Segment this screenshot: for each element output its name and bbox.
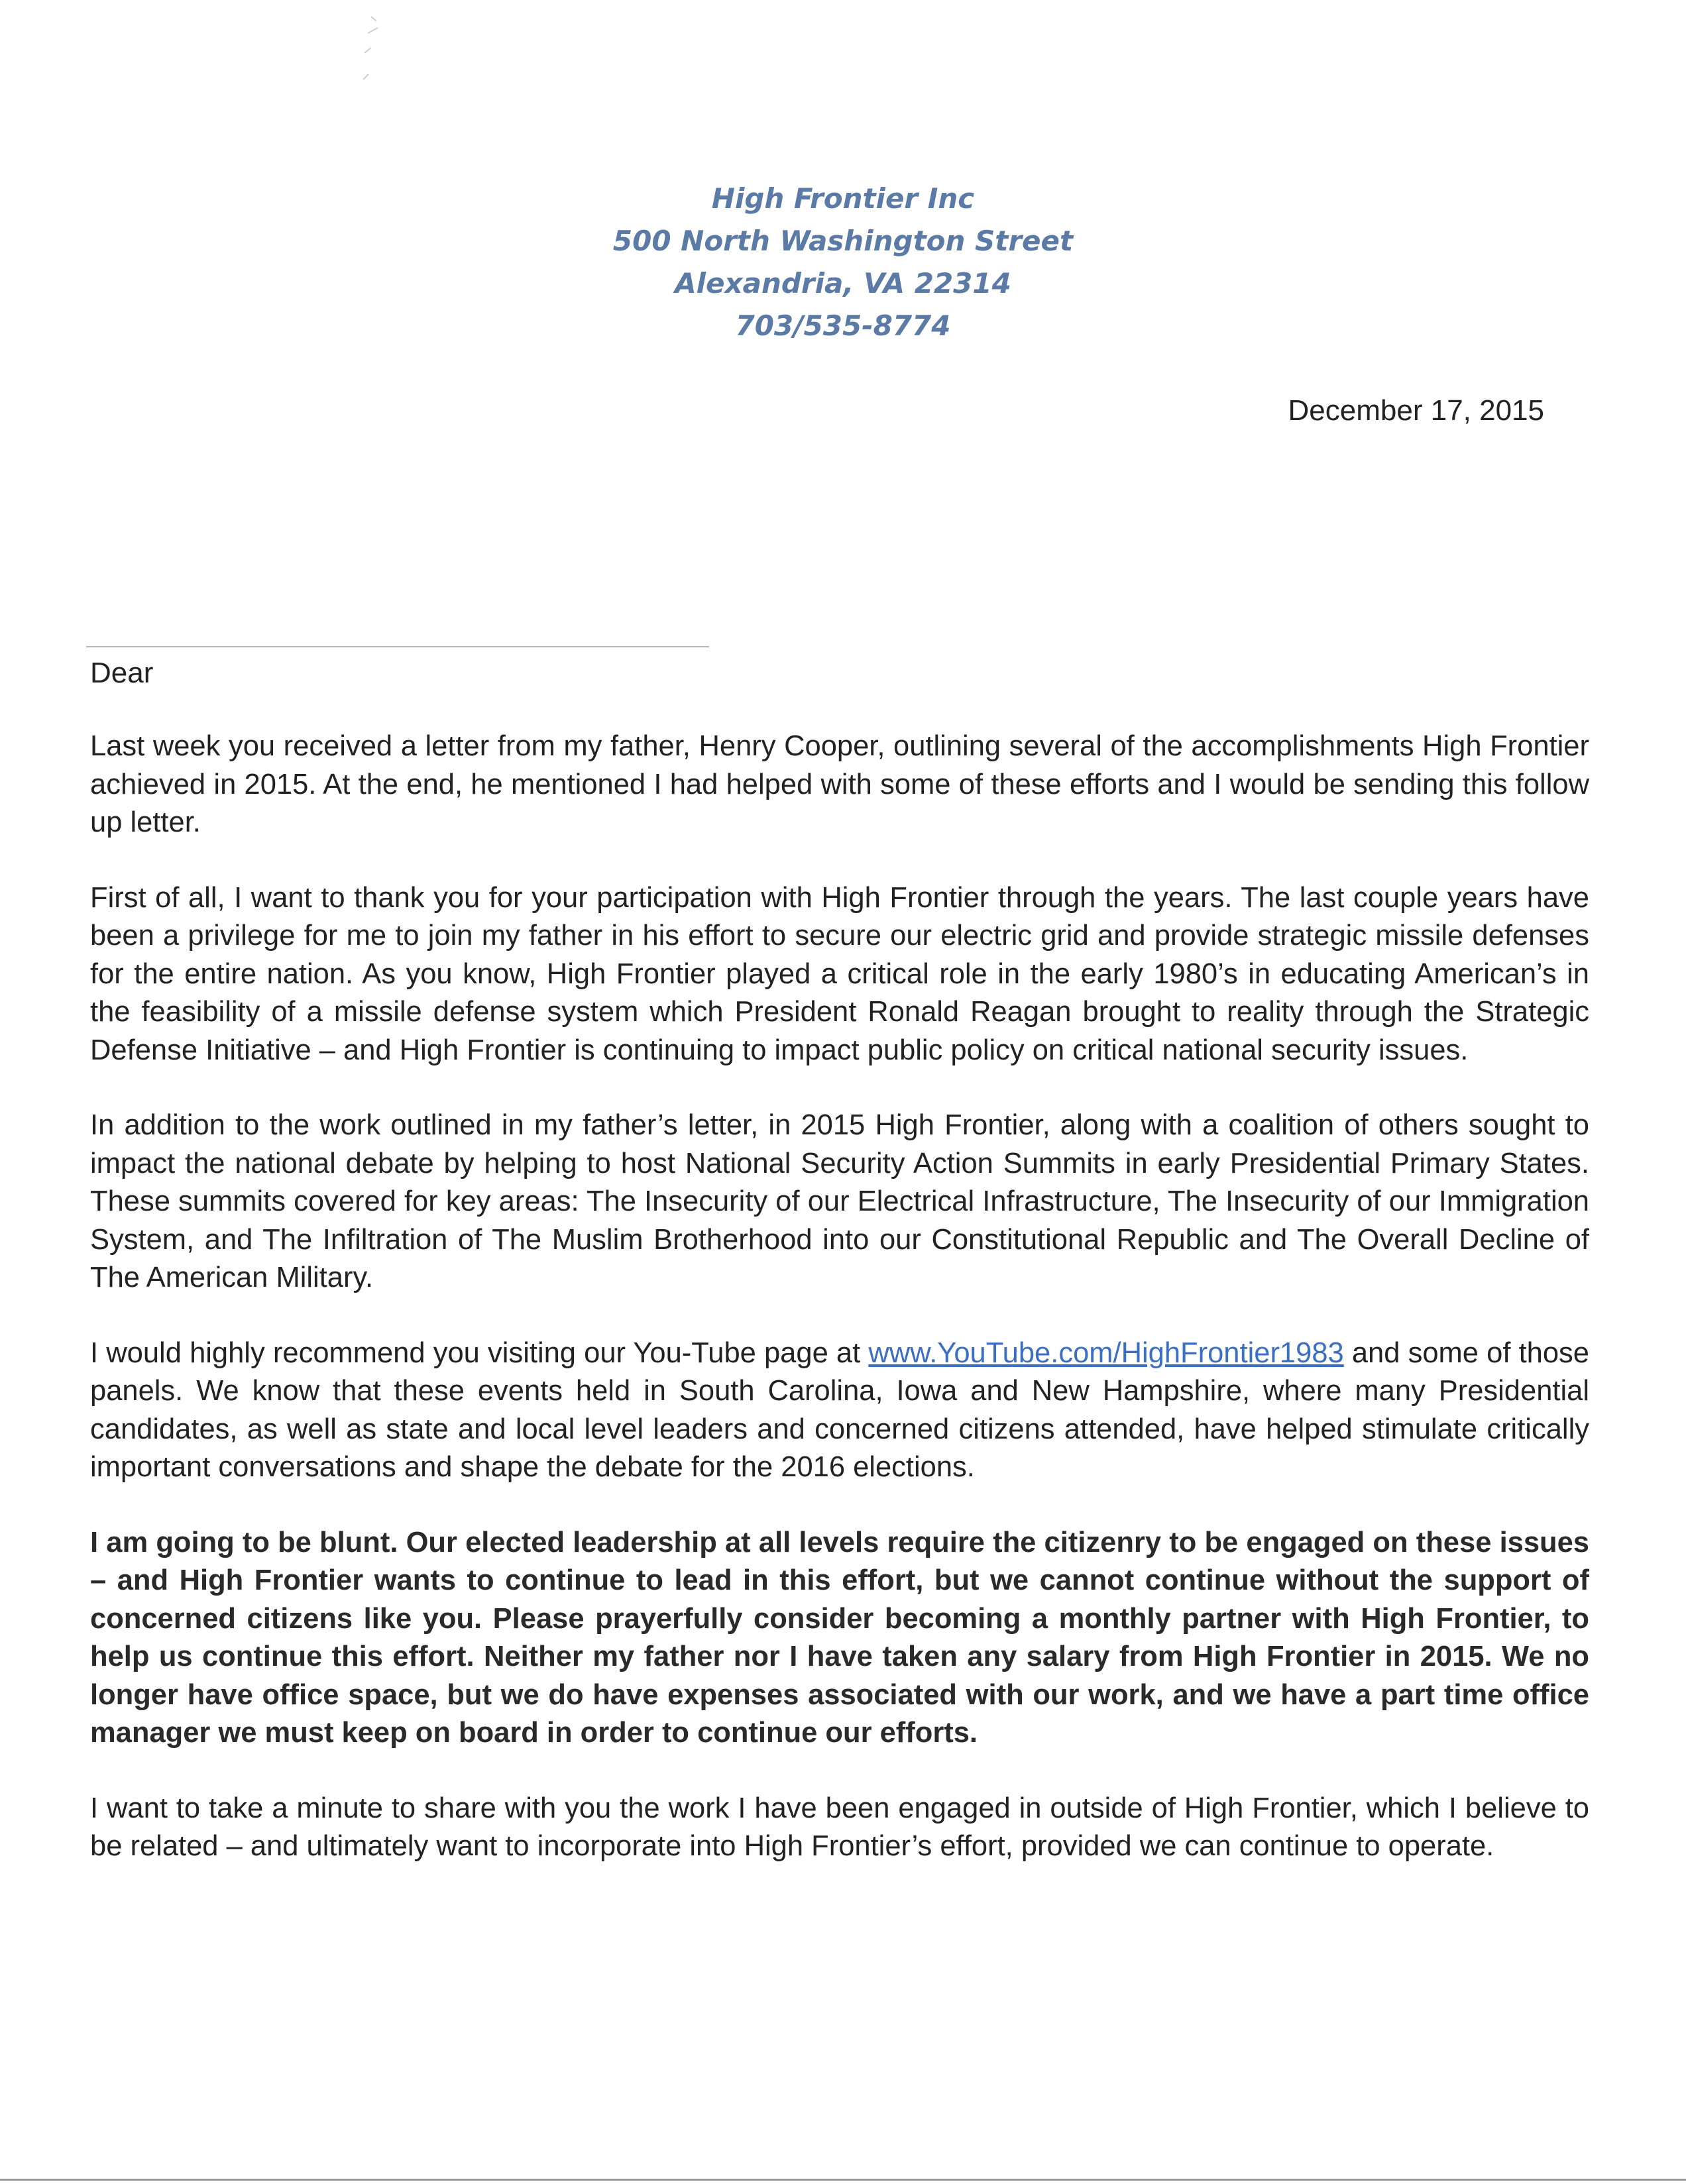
scan-speck-mark [351,13,391,93]
letterhead-phone: 703/535-8774 [735,309,951,342]
salutation: Dear [90,657,154,689]
youtube-link[interactable]: www.YouTube.com/HighFrontier1983 [868,1337,1344,1369]
paragraph-3: In addition to the work outlined in my father’s letter, in 2015 High Frontier, along with a coalition of others sought to impact the national debate by helping to host National Security Action Summits in early Presidential Primary States. These summits covered for key areas: The Insecurity of our Electrical Infrastructure, The Insecurity of our Immigration System, and The Infiltration of The Muslim Brotherhood into our Constitutional Republic and The Overall Decline of The American Military. [90,1109,1589,1293]
paragraph-1: Last week you received a letter from my father, Henry Cooper, outlining several of the accomplishments High Frontier achieved in 2015. At the end, he mentioned I had helped with some of these efforts and I would be sending this follow up letter. [90,730,1589,838]
page-bottom-edge [0,2179,1686,2181]
paragraph-4 [90,1335,1589,1487]
letterhead [0,178,1686,347]
paragraph-4-text-end: and some of those panels. We know that these events held in South Carolina, Iowa and New Hampshire, where many Presidential candidates, as well as state and local level leaders and concerned citizens attended, have helped stimulate critically important conversations and shape the debate for the 2016 elections. [90,1337,1589,1483]
letterhead-city: Alexandria, VA 22314 [675,267,1011,300]
paragraph-5-appeal: I am going to be blunt. Our elected leadership at all levels require the citizenry to be engaged on these issues – and High Frontier wants to continue to lead in this effort, but we cannot continue without the support of concerned citizens like you. Please prayerfully consider becoming a monthly partner with High Frontier, to help us continue this effort. Neither my father nor I have taken any salary from High Frontier in 2015. We no longer have office space, but we do have expenses associated with our work, and we have a part time office manager we must keep on board in order to continue our efforts. [90,1526,1589,1749]
paragraph-2: First of all, I want to thank you for your participation with High Frontier through the years. The last couple years have been a privilege for me to join my father in his effort to secure our electric grid and provide strategic missile defenses for the entire nation. As you know, High Frontier played a critical role in the early 1980’s in educating American’s in the feasibility of a missile defense system which President Ronald Reagan brought to reality through the Strategic Defense Initiative – and High Frontier is continuing to impact public policy on critical national security issues. [90,881,1589,1066]
paragraph-4-text-start: I would highly recommend you visiting our You-Tube page at [90,1337,869,1369]
letterhead-street: 500 North Washington Street [612,225,1074,257]
letter-body [90,728,1589,1903]
address-divider-line [86,646,709,647]
letter-date: December 17, 2015 [1288,394,1544,427]
paragraph-6: I want to take a minute to share with you the work I have been engaged in outside of High Frontier, which I believe to be related – and ultimately want to incorporate into High Frontier’s effort, provided we can continue to operate. [90,1792,1589,1862]
letterhead-org: High Frontier Inc [711,182,975,215]
